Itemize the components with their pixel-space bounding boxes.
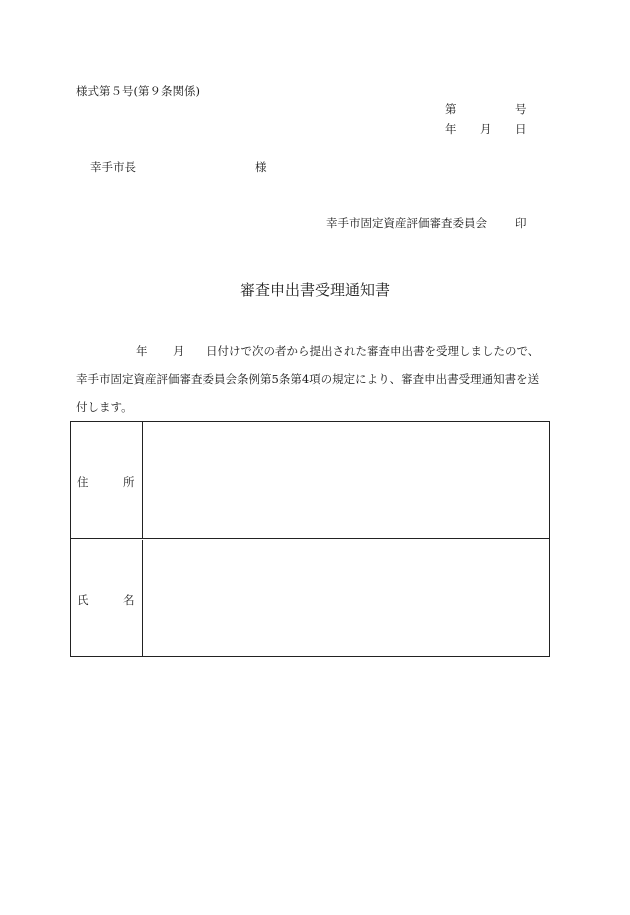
name-value-cell[interactable]: [143, 540, 549, 657]
issuer-line: [326, 218, 526, 232]
address-label-cell: [71, 422, 143, 538]
address-value-cell[interactable]: [143, 422, 549, 538]
body-line-1-text: 日付けで次の者から提出された審査申出書を受理しましたので、: [206, 344, 540, 358]
body-month: 月: [173, 344, 185, 358]
issue-date-line: [445, 124, 525, 138]
document-title: 審査申出書受理通知書: [239, 281, 390, 299]
number-prefix: 第: [445, 102, 457, 116]
body-line-1: [76, 346, 551, 360]
issuer-name: 幸手市固定資産評価審査委員会: [326, 216, 487, 230]
name-row: [71, 540, 549, 657]
body-year: 年: [136, 344, 148, 358]
number-suffix: 号: [515, 102, 527, 116]
addressee-title: 幸手市長: [90, 160, 136, 174]
address-label-char-2: 所: [123, 475, 135, 489]
body-line-2: 幸手市固定資産評価審査委員会条例第5条第4項の規定により、審査申出書受理通知書を送: [76, 372, 540, 386]
body-line-3: 付します。: [76, 400, 133, 414]
addressee-line: [90, 162, 270, 176]
date-year: 年: [445, 122, 457, 136]
name-label-char-2: 名: [123, 593, 135, 607]
form-number-label: 様式第５号(第９条関係): [76, 84, 200, 98]
date-month: 月: [480, 122, 492, 136]
issuer-seal: 印: [515, 216, 527, 230]
addressee-honorific: 様: [255, 160, 267, 174]
document-number-line: [445, 104, 525, 118]
name-label-char-1: 氏: [77, 593, 89, 607]
address-row: [71, 422, 549, 539]
address-label-char-1: 住: [77, 475, 89, 489]
name-label-cell: [71, 540, 143, 657]
applicant-info-table: [70, 421, 550, 657]
date-day: 日: [515, 122, 527, 136]
